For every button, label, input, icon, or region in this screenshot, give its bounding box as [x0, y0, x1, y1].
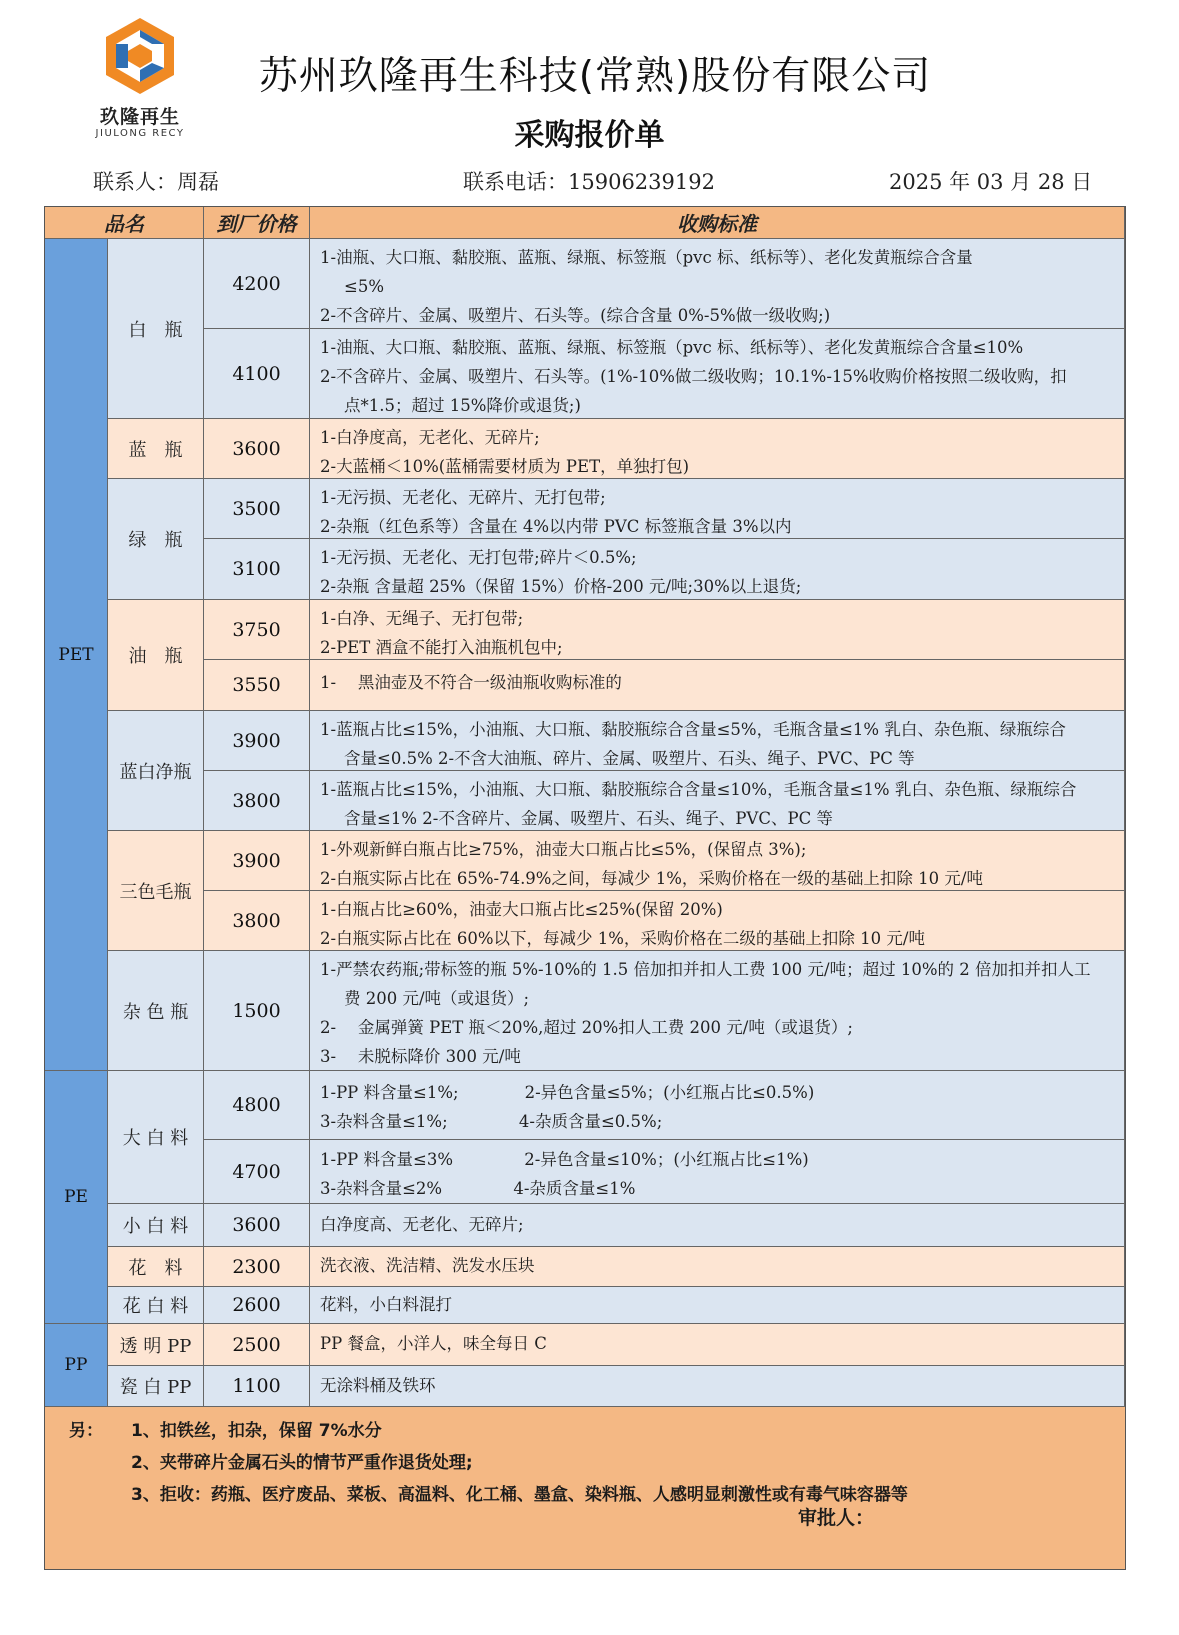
product-name: 三色毛瓶 — [108, 831, 204, 951]
approver-label: 审批人： — [798, 1507, 875, 1529]
notes-section — [45, 1407, 1125, 1569]
note-item: 1、扣铁丝，扣杂，保留 7%水分 — [131, 1421, 382, 1441]
column-header-standard: 收购标准 — [310, 207, 1125, 239]
price-cell: 3550 — [204, 660, 310, 711]
price-cell: 3600 — [204, 419, 310, 479]
standard-cell: 1-白净、无绳子、无打包带; 2-PET 酒盒不能打入油瓶机包中; — [310, 600, 1125, 660]
standard-cell: 1-严禁农药瓶;带标签的瓶 5%-10%的 1.5 倍加扣并扣人工费 100 元/吨；超过 10%的 2 倍加扣并扣人工 费 200 元/吨（或退货）; 2- 金属弹簧 PET 瓶＜20%,超过 20%扣人工费 200 元/吨（或退货）; 3- 未脱标降价 300 元/吨 — [310, 951, 1125, 1071]
standard-cell: 1-外观新鲜白瓶占比≥75%，油壶大口瓶占比≤5%，(保留点 3%); 2-白瓶实际占比在 65%-74.9%之间，每减少 1%，采购价格在一级的基础上扣除 10 元/吨 — [310, 831, 1125, 891]
price-cell: 3800 — [204, 891, 310, 951]
price-cell: 3500 — [204, 479, 310, 539]
product-name: 白 瓶 — [108, 239, 204, 419]
product-name: 花 料 — [108, 1247, 204, 1287]
price-cell: 4200 — [204, 239, 310, 329]
notes-prefix: 另： — [69, 1421, 103, 1441]
price-cell: 3600 — [204, 1204, 310, 1247]
logo-mark-icon — [98, 14, 182, 98]
contact-phone: 联系电话：15906239192 — [463, 170, 715, 194]
standard-cell: PP 餐盒，小洋人，味全每日 C — [310, 1324, 1125, 1366]
price-cell: 4700 — [204, 1140, 310, 1204]
price-cell: 2600 — [204, 1287, 310, 1324]
standard-cell: 1-油瓶、大口瓶、黏胶瓶、蓝瓶、绿瓶、标签瓶（pvc 标、纸标等）、老化发黄瓶综合含量 ≤5% 2-不含碎片、金属、吸塑片、石头等。(综合含量 0%-5%做一级收购;) — [310, 239, 1125, 329]
product-name: 蓝 瓶 — [108, 419, 204, 479]
price-cell: 2300 — [204, 1247, 310, 1287]
price-cell: 3900 — [204, 831, 310, 891]
product-name: 大 白 料 — [108, 1071, 204, 1204]
standard-cell: 1-PP 料含量≤1%; 2-异色含量≤5%；(小红瓶占比≤0.5%) 3-杂料含量≤1%; 4-杂质含量≤0.5%; — [310, 1071, 1125, 1140]
standard-cell: 1-白瓶占比≥60%，油壶大口瓶占比≤25%(保留 20%) 2-白瓶实际占比在 60%以下，每减少 1%，采购价格在二级的基础上扣除 10 元/吨 — [310, 891, 1125, 951]
product-name: 透 明 PP — [108, 1324, 204, 1366]
column-header-name: 品名 — [45, 207, 204, 239]
price-cell: 1100 — [204, 1366, 310, 1407]
note-item: 3、拒收：药瓶、医疗废品、菜板、高温料、化工桶、墨盒、染料瓶、人感明显刺激性或有毒气味容器等 — [131, 1485, 908, 1505]
document-title: 采购报价单 — [514, 118, 665, 153]
standard-cell: 花料，小白料混打 — [310, 1287, 1125, 1324]
standard-cell: 1- 黑油壶及不符合一级油瓶收购标准的 — [310, 660, 1125, 711]
standard-cell: 1-PP 料含量≤3% 2-异色含量≤10%；(小红瓶占比≤1%) 3-杂料含量≤2% 4-杂质含量≤1% — [310, 1140, 1125, 1204]
note-item: 2、夹带碎片金属石头的情节严重作退货处理; — [131, 1453, 473, 1473]
price-cell: 3100 — [204, 539, 310, 600]
standard-cell: 1-蓝瓶占比≤15%，小油瓶、大口瓶、黏胶瓶综合含量≤5%，毛瓶含量≤1% 乳白、杂色瓶、绿瓶综合 含量≤0.5% 2-不含大油瓶、碎片、金属、吸塑片、石头、绳子、PVC、PC 等 — [310, 711, 1125, 771]
price-table — [44, 206, 1126, 1570]
standard-cell: 白净度高、无老化、无碎片; — [310, 1204, 1125, 1247]
standard-cell: 洗衣液、洗洁精、洗发水压块 — [310, 1247, 1125, 1287]
standard-cell: 无涂料桶及铁环 — [310, 1366, 1125, 1407]
standard-cell: 1-白净度高，无老化、无碎片; 2-大蓝桶＜10%(蓝桶需要材质为 PET，单独打包) — [310, 419, 1125, 479]
price-cell: 4800 — [204, 1071, 310, 1140]
price-cell: 1500 — [204, 951, 310, 1071]
standard-cell: 1-蓝瓶占比≤15%，小油瓶、大口瓶、黏胶瓶综合含量≤10%，毛瓶含量≤1% 乳白、杂色瓶、绿瓶综合 含量≤1% 2-不含碎片、金属、吸塑片、石头、绳子、PVC、PC 等 — [310, 771, 1125, 831]
product-name: 杂 色 瓶 — [108, 951, 204, 1071]
logo-chinese-text: 玖隆再生 — [99, 106, 180, 128]
standard-cell: 1-油瓶、大口瓶、黏胶瓶、蓝瓶、绿瓶、标签瓶（pvc 标、纸标等）、老化发黄瓶综合含量≤10% 2-不含碎片、金属、吸塑片、石头等。(1%-10%做二级收购；10.1%-15%收购价格按照二级收购，扣 点*1.5；超过 15%降价或退货;) — [310, 329, 1125, 419]
price-cell: 3800 — [204, 771, 310, 831]
quote-date: 2025 年 03 月 28 日 — [889, 170, 1093, 194]
price-cell: 3900 — [204, 711, 310, 771]
product-name: 绿 瓶 — [108, 479, 204, 600]
company-name: 苏州玖隆再生科技(常熟)股份有限公司 — [258, 54, 932, 99]
category-pe: PE — [45, 1071, 108, 1324]
product-name: 花 白 料 — [108, 1287, 204, 1324]
product-name: 蓝白净瓶 — [108, 711, 204, 831]
category-pp: PP — [45, 1324, 108, 1407]
column-header-price: 到厂价格 — [204, 207, 310, 239]
standard-cell: 1-无污损、无老化、无碎片、无打包带; 2-杂瓶（红色系等）含量在 4%以内带 PVC 标签瓶含量 3%以内 — [310, 479, 1125, 539]
product-name: 油 瓶 — [108, 600, 204, 711]
contact-person: 联系人：周磊 — [93, 170, 219, 194]
standard-cell: 1-无污损、无老化、无打包带;碎片＜0.5%; 2-杂瓶 含量超 25%（保留 15%）价格-200 元/吨;30%以上退货; — [310, 539, 1125, 600]
logo-english-text: JIULONG RECY — [95, 128, 185, 139]
category-pet: PET — [45, 239, 108, 1071]
product-name: 瓷 白 PP — [108, 1366, 204, 1407]
price-cell: 3750 — [204, 600, 310, 660]
price-cell: 2500 — [204, 1324, 310, 1366]
price-cell: 4100 — [204, 329, 310, 419]
product-name: 小 白 料 — [108, 1204, 204, 1247]
